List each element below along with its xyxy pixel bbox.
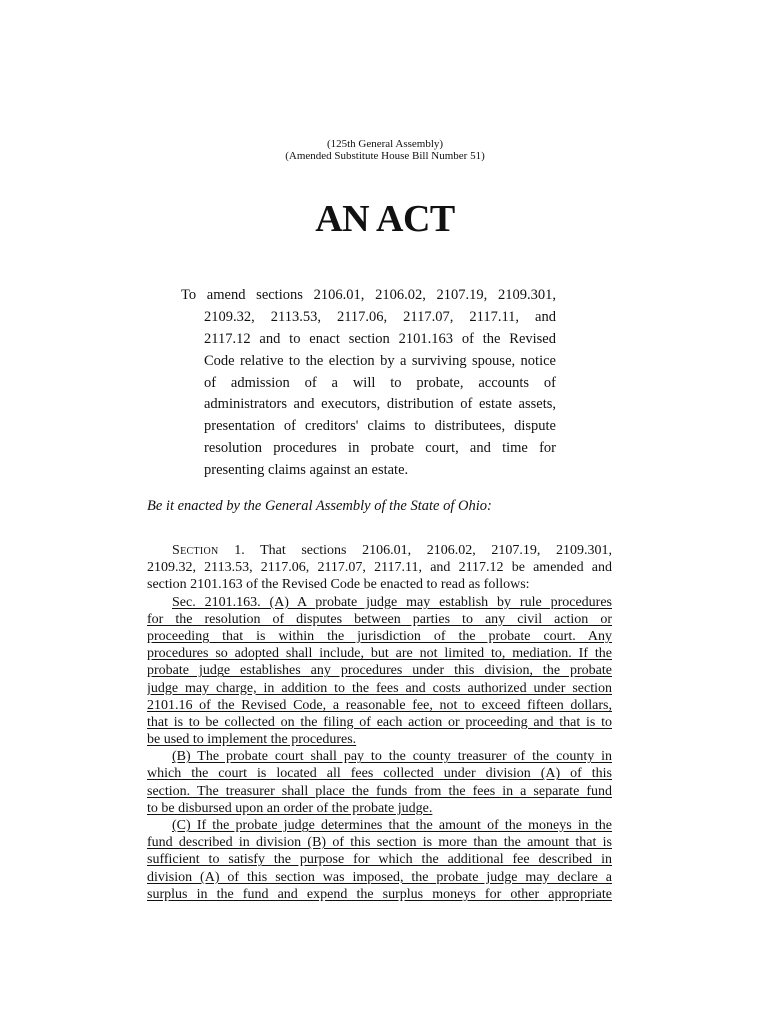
new-text-line: to be disbursed upon an order of the probate judge. <box>147 800 433 816</box>
new-text-line: procedures so adopted shall include, but are not limited to, mediation. If the <box>147 646 612 662</box>
long-title-line: presenting claims against an estate. <box>204 462 409 479</box>
long-title-line: presentation of creditors' claims to distributees, dispute <box>204 418 556 435</box>
new-text-line: probate judge establishes any procedures under this division, the probate <box>147 663 612 679</box>
long-title-line: 2117.12 and to enact section 2101.163 of the Revised <box>204 330 556 347</box>
new-text-line: surplus in the fund and expend the surplus moneys for other appropriate <box>147 886 612 902</box>
act-title: AN ACT <box>315 198 455 240</box>
bill-number-line: (Amended Substitute House Bill Number 51) <box>285 150 485 162</box>
section-1-body <box>147 542 612 903</box>
body-line: 2109.32, 2113.53, 2117.06, 2117.07, 2117.11, and 2117.12 be amended and <box>147 560 612 576</box>
section-label: Section <box>172 543 219 558</box>
long-title <box>181 285 556 482</box>
new-text-line: section. The treasurer shall place the funds from the fees in a separate fund <box>147 783 612 799</box>
new-text-line: sufficient to satisfy the purpose for which the additional fee described in <box>147 852 612 868</box>
long-title-line: To amend sections 2106.01, 2106.02, 2107.19, 2109.301, <box>181 287 556 303</box>
new-text-line: that is to be collected on the filing of each action or proceeding and that is to <box>147 714 612 730</box>
new-text-line: (C) If the probate judge determines that the amount of the moneys in the <box>172 818 612 833</box>
long-title-line: of admission of a will to probate, accounts of <box>204 374 556 391</box>
enacting-clause: Be it enacted by the General Assembly of the State of Ohio: <box>147 498 492 514</box>
body-line: section 2101.163 of the Revised Code be enacted to read as follows: <box>147 577 530 593</box>
long-title-line: administrators and executors, distribution of estate assets, <box>204 396 556 413</box>
section-1-first-line <box>147 542 612 559</box>
long-title-line: Code relative to the election by a surviving spouse, notice <box>204 352 556 369</box>
new-text-line: which the court is located all fees collected under division (A) of this <box>147 766 612 782</box>
new-text-line: division (A) of this section was imposed, the probate judge may declare a <box>147 869 612 885</box>
new-text-line: fund described in division (B) of this section is more than the amount that is <box>147 835 612 851</box>
new-text-line: (B) The probate court shall pay to the county treasurer of the county in <box>172 749 612 765</box>
new-text-line: be used to implement the procedures. <box>147 732 357 748</box>
new-text-line: for the resolution of disputes between parties to any civil action or <box>147 611 612 627</box>
bill-header <box>0 138 770 162</box>
section-1-text: 1. That sections 2106.01, 2106.02, 2107.19, 2109.301, <box>234 543 612 558</box>
long-title-line: resolution procedures in probate court, and time for <box>204 440 556 457</box>
new-text-line: 2101.16 of the Revised Code, a reasonable fee, not to exceed fifteen dollars, <box>147 697 612 713</box>
new-text-line: judge may charge, in addition to the fees and costs authorized under section <box>147 680 612 696</box>
general-assembly-line: (125th General Assembly) <box>326 138 444 150</box>
long-title-line: 2109.32, 2113.53, 2117.06, 2117.07, 2117.11, and <box>204 308 556 325</box>
new-text-line: Sec. 2101.163. (A) A probate judge may establish by rule procedures <box>172 594 612 610</box>
new-text-line: proceeding that is within the jurisdiction of the probate court. Any <box>147 628 612 644</box>
